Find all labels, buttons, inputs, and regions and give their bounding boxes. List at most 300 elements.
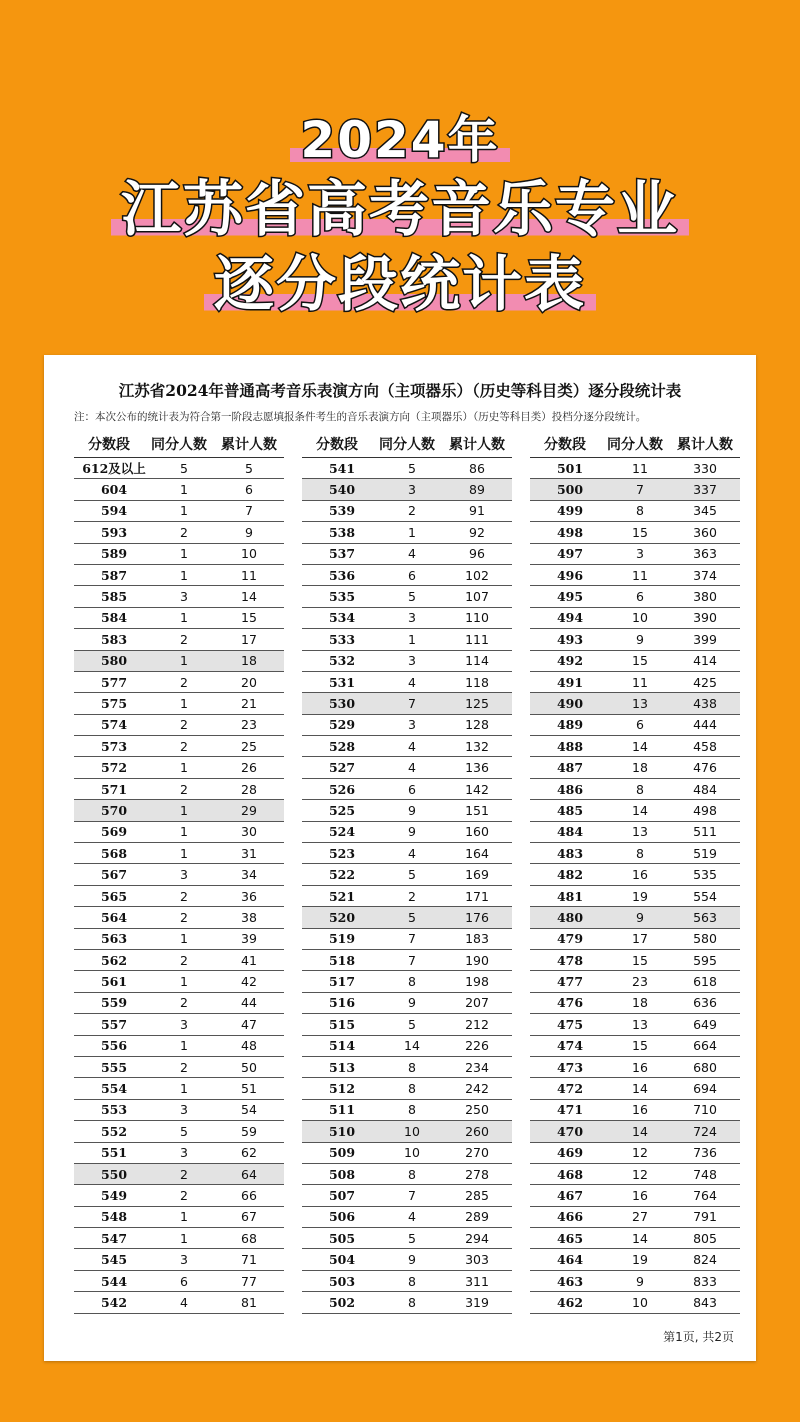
score-cell: 518	[328, 952, 356, 968]
same-count-cell: 15	[632, 524, 648, 540]
table-row	[530, 715, 740, 736]
same-count-cell: 8	[408, 1059, 416, 1075]
table-row	[530, 1100, 740, 1121]
column-header	[530, 431, 740, 458]
same-count-cell: 23	[632, 974, 648, 990]
table-row	[302, 608, 512, 629]
cumulative-cell: 226	[465, 1038, 489, 1054]
score-cell: 494	[556, 610, 584, 626]
same-count-cell: 8	[408, 1102, 416, 1118]
cover-title-line1: 2024年	[290, 112, 509, 170]
score-cell: 523	[328, 845, 356, 861]
table-row	[74, 479, 284, 500]
table-row	[530, 1185, 740, 1206]
header-cumulative: 累计人数	[677, 437, 733, 453]
score-cell: 502	[328, 1294, 356, 1310]
same-count-cell: 1	[180, 931, 188, 947]
cumulative-cell: 67	[241, 1209, 257, 1225]
score-cell: 540	[328, 482, 356, 498]
header-same-count: 同分人数	[151, 437, 207, 453]
table-row	[74, 1164, 284, 1185]
cumulative-cell: 260	[465, 1123, 489, 1139]
score-cell: 538	[328, 524, 356, 540]
table-row	[530, 544, 740, 565]
same-count-cell: 4	[408, 760, 416, 776]
same-count-cell: 11	[632, 674, 648, 690]
cumulative-cell: 360	[693, 524, 717, 540]
table-row	[302, 1185, 512, 1206]
same-count-cell: 7	[408, 931, 416, 947]
table-row	[74, 800, 284, 821]
same-count-cell: 8	[408, 1273, 416, 1289]
table-row	[74, 1228, 284, 1249]
score-cell: 567	[100, 867, 128, 883]
same-count-cell: 12	[632, 1166, 648, 1182]
score-cell: 521	[328, 888, 356, 904]
cumulative-cell: 66	[241, 1187, 257, 1203]
same-count-cell: 7	[636, 482, 644, 498]
cumulative-cell: 107	[465, 589, 489, 605]
table-row	[302, 971, 512, 992]
score-cell: 612及以上	[82, 461, 146, 477]
table-row	[530, 1271, 740, 1292]
score-cell: 531	[328, 674, 356, 690]
cumulative-cell: 34	[241, 867, 257, 883]
table-row	[74, 907, 284, 928]
score-cell: 526	[328, 781, 356, 797]
table-row	[302, 779, 512, 800]
same-count-cell: 19	[632, 888, 648, 904]
cumulative-cell: 824	[693, 1252, 717, 1268]
table-row	[530, 608, 740, 629]
score-cell: 490	[556, 695, 584, 711]
score-cell: 514	[328, 1038, 356, 1054]
cumulative-cell: 337	[693, 482, 717, 498]
score-cell: 541	[328, 460, 356, 476]
table-row	[530, 1121, 740, 1142]
cumulative-cell: 554	[693, 888, 717, 904]
score-cell: 573	[100, 738, 128, 754]
cumulative-cell: 198	[465, 974, 489, 990]
same-count-cell: 2	[180, 631, 188, 647]
same-count-cell: 5	[408, 1230, 416, 1246]
same-count-cell: 15	[632, 952, 648, 968]
table-row	[74, 993, 284, 1014]
same-count-cell: 5	[180, 1123, 188, 1139]
cumulative-cell: 171	[465, 888, 489, 904]
same-count-cell: 1	[180, 567, 188, 583]
score-cell: 559	[100, 995, 128, 1011]
cover-title	[0, 112, 800, 326]
cover-title-line3: 逐分段统计表	[204, 251, 596, 320]
cumulative-cell: 242	[465, 1081, 489, 1097]
cumulative-cell: 10	[241, 546, 257, 562]
same-count-cell: 1	[180, 1230, 188, 1246]
table-row	[530, 1249, 740, 1270]
table-row	[302, 822, 512, 843]
score-cell: 506	[328, 1209, 356, 1225]
table-row	[74, 1078, 284, 1099]
cumulative-cell: 169	[465, 867, 489, 883]
cumulative-cell: 345	[693, 503, 717, 519]
table-row	[302, 757, 512, 778]
table-row	[302, 693, 512, 714]
score-cell: 515	[328, 1016, 356, 1032]
score-cell: 482	[556, 867, 584, 883]
score-cell: 483	[556, 845, 584, 861]
score-cell: 491	[556, 674, 584, 690]
score-cell: 478	[556, 952, 584, 968]
same-count-cell: 1	[180, 503, 188, 519]
table-row	[530, 501, 740, 522]
score-cell: 519	[328, 931, 356, 947]
cumulative-cell: 68	[241, 1230, 257, 1246]
cumulative-cell: 250	[465, 1102, 489, 1118]
same-count-cell: 1	[180, 610, 188, 626]
cumulative-cell: 183	[465, 931, 489, 947]
table-row	[530, 629, 740, 650]
table-row	[302, 1014, 512, 1035]
same-count-cell: 14	[632, 1123, 648, 1139]
score-cell: 534	[328, 610, 356, 626]
table-row	[74, 1143, 284, 1164]
same-count-cell: 7	[408, 695, 416, 711]
same-count-cell: 7	[408, 952, 416, 968]
table-row	[74, 1271, 284, 1292]
score-cell: 563	[100, 931, 128, 947]
same-count-cell: 13	[632, 824, 648, 840]
same-count-cell: 2	[180, 995, 188, 1011]
same-count-cell: 14	[632, 802, 648, 818]
same-count-cell: 3	[636, 546, 644, 562]
table-row	[74, 1249, 284, 1270]
cumulative-cell: 38	[241, 909, 257, 925]
cumulative-cell: 54	[241, 1102, 257, 1118]
same-count-cell: 2	[180, 717, 188, 733]
score-cell: 485	[556, 802, 584, 818]
cumulative-cell: 680	[693, 1059, 717, 1075]
score-cell: 462	[556, 1294, 584, 1310]
same-count-cell: 9	[408, 824, 416, 840]
score-cell: 584	[100, 610, 128, 626]
table-row	[302, 565, 512, 586]
same-count-cell: 8	[408, 974, 416, 990]
same-count-cell: 1	[180, 482, 188, 498]
cumulative-cell: 190	[465, 952, 489, 968]
cumulative-cell: 151	[465, 802, 489, 818]
same-count-cell: 3	[180, 1145, 188, 1161]
cumulative-cell: 234	[465, 1059, 489, 1075]
score-cell: 476	[556, 995, 584, 1011]
score-cell: 481	[556, 888, 584, 904]
same-count-cell: 16	[632, 1059, 648, 1075]
table-row	[302, 1143, 512, 1164]
cumulative-cell: 285	[465, 1187, 489, 1203]
table-row	[530, 886, 740, 907]
score-cell: 470	[556, 1123, 584, 1139]
table-row	[74, 950, 284, 971]
same-count-cell: 7	[408, 1187, 416, 1203]
table-row	[302, 1100, 512, 1121]
table-row	[74, 651, 284, 672]
table-row	[302, 501, 512, 522]
cumulative-cell: 30	[241, 824, 257, 840]
same-count-cell: 8	[636, 503, 644, 519]
score-cell: 475	[556, 1016, 584, 1032]
score-cell: 554	[100, 1081, 128, 1097]
score-cell: 553	[100, 1102, 128, 1118]
same-count-cell: 3	[180, 1252, 188, 1268]
same-count-cell: 1	[180, 1209, 188, 1225]
score-cell: 580	[100, 653, 128, 669]
score-cell: 589	[100, 546, 128, 562]
cumulative-cell: 270	[465, 1145, 489, 1161]
score-cell: 555	[100, 1059, 128, 1075]
table-row	[530, 843, 740, 864]
score-cell: 604	[100, 482, 128, 498]
same-count-cell: 4	[408, 1209, 416, 1225]
table-row	[74, 608, 284, 629]
cumulative-cell: 118	[465, 674, 489, 690]
cumulative-cell: 390	[693, 610, 717, 626]
same-count-cell: 8	[408, 1294, 416, 1310]
table-row	[302, 736, 512, 757]
cumulative-cell: 11	[241, 567, 257, 583]
same-count-cell: 1	[180, 802, 188, 818]
score-cell: 585	[100, 589, 128, 605]
cumulative-cell: 91	[469, 503, 485, 519]
cumulative-cell: 748	[693, 1166, 717, 1182]
table-row	[302, 1271, 512, 1292]
same-count-cell: 19	[632, 1252, 648, 1268]
score-cell: 549	[100, 1187, 128, 1203]
same-count-cell: 4	[408, 845, 416, 861]
score-cell: 503	[328, 1273, 356, 1289]
same-count-cell: 3	[408, 610, 416, 626]
table-row	[530, 907, 740, 928]
cumulative-cell: 110	[465, 610, 489, 626]
table-row	[302, 1057, 512, 1078]
same-count-cell: 1	[180, 546, 188, 562]
cumulative-cell: 81	[241, 1294, 257, 1310]
table-row	[74, 458, 284, 479]
header-score: 分数段	[88, 437, 130, 453]
header-same-count: 同分人数	[607, 437, 663, 453]
cumulative-cell: 160	[465, 824, 489, 840]
score-cell: 533	[328, 631, 356, 647]
score-cell: 536	[328, 567, 356, 583]
score-cell: 545	[100, 1252, 128, 1268]
table-row	[74, 779, 284, 800]
page-footer: 第1页, 共2页	[663, 1330, 734, 1344]
cumulative-cell: 25	[241, 738, 257, 754]
cumulative-cell: 519	[693, 845, 717, 861]
score-cell: 577	[100, 674, 128, 690]
cumulative-cell: 791	[693, 1209, 717, 1225]
same-count-cell: 6	[408, 781, 416, 797]
table-row	[302, 672, 512, 693]
cumulative-cell: 278	[465, 1166, 489, 1182]
same-count-cell: 9	[408, 995, 416, 1011]
table-row	[302, 629, 512, 650]
same-count-cell: 8	[408, 1081, 416, 1097]
cumulative-cell: 102	[465, 567, 489, 583]
score-cell: 505	[328, 1230, 356, 1246]
same-count-cell: 10	[632, 1294, 648, 1310]
cumulative-cell: 207	[465, 995, 489, 1011]
score-cell: 469	[556, 1145, 584, 1161]
table-row	[530, 929, 740, 950]
table-row	[530, 1207, 740, 1228]
same-count-cell: 1	[408, 631, 416, 647]
score-cell: 477	[556, 974, 584, 990]
score-cell: 463	[556, 1273, 584, 1289]
score-cell: 574	[100, 717, 128, 733]
cumulative-cell: 833	[693, 1273, 717, 1289]
header-cumulative: 累计人数	[449, 437, 505, 453]
score-cell: 468	[556, 1166, 584, 1182]
score-cell: 529	[328, 717, 356, 733]
score-cell: 570	[100, 802, 128, 818]
score-cell: 499	[556, 503, 584, 519]
score-cell: 593	[100, 524, 128, 540]
table-row	[530, 479, 740, 500]
same-count-cell: 16	[632, 1102, 648, 1118]
table-row	[74, 672, 284, 693]
table-row	[74, 501, 284, 522]
cumulative-cell: 380	[693, 589, 717, 605]
cumulative-cell: 96	[469, 546, 485, 562]
score-cell: 473	[556, 1059, 584, 1075]
table-row	[74, 736, 284, 757]
score-cell: 544	[100, 1273, 128, 1289]
cumulative-cell: 6	[245, 482, 253, 498]
header-score: 分数段	[544, 437, 586, 453]
same-count-cell: 1	[180, 1038, 188, 1054]
score-cell: 552	[100, 1123, 128, 1139]
cumulative-cell: 498	[693, 802, 717, 818]
score-sheet	[44, 355, 756, 1361]
table-row	[530, 1014, 740, 1035]
cumulative-cell: 14	[241, 589, 257, 605]
same-count-cell: 6	[408, 567, 416, 583]
score-cell: 522	[328, 867, 356, 883]
cumulative-cell: 125	[465, 695, 489, 711]
same-count-cell: 13	[632, 695, 648, 711]
same-count-cell: 5	[180, 460, 188, 476]
same-count-cell: 15	[632, 1038, 648, 1054]
score-cell: 467	[556, 1187, 584, 1203]
cumulative-cell: 42	[241, 974, 257, 990]
score-cell: 524	[328, 824, 356, 840]
cumulative-cell: 764	[693, 1187, 717, 1203]
table-row	[302, 993, 512, 1014]
table-row	[74, 843, 284, 864]
cumulative-cell: 289	[465, 1209, 489, 1225]
score-cell: 500	[556, 482, 584, 498]
table-row	[74, 864, 284, 885]
same-count-cell: 4	[408, 674, 416, 690]
table-row	[302, 715, 512, 736]
cumulative-cell: 71	[241, 1252, 257, 1268]
same-count-cell: 3	[180, 1102, 188, 1118]
score-cell: 516	[328, 995, 356, 1011]
table-row	[302, 544, 512, 565]
score-cell: 464	[556, 1252, 584, 1268]
same-count-cell: 1	[180, 974, 188, 990]
score-cell: 564	[100, 909, 128, 925]
score-cell: 513	[328, 1059, 356, 1075]
cumulative-cell: 805	[693, 1230, 717, 1246]
table-row	[74, 586, 284, 607]
cumulative-cell: 64	[241, 1166, 257, 1182]
cumulative-cell: 311	[465, 1273, 489, 1289]
score-cell: 517	[328, 974, 356, 990]
cumulative-cell: 618	[693, 974, 717, 990]
cumulative-cell: 23	[241, 717, 257, 733]
table-row	[74, 565, 284, 586]
table-row	[302, 479, 512, 500]
cumulative-cell: 89	[469, 482, 485, 498]
score-cell: 480	[556, 909, 584, 925]
cumulative-cell: 51	[241, 1081, 257, 1097]
sheet-note: 注：本次公布的统计表为符合第一阶段志愿填报条件考生的音乐表演方向（主项器乐）（历史等科目类）投档分逐分段统计。	[74, 411, 647, 423]
same-count-cell: 18	[632, 995, 648, 1011]
cumulative-cell: 294	[465, 1230, 489, 1246]
cumulative-cell: 15	[241, 610, 257, 626]
same-count-cell: 9	[636, 631, 644, 647]
score-cell: 520	[328, 909, 356, 925]
table-row	[74, 1100, 284, 1121]
cumulative-cell: 444	[693, 717, 717, 733]
score-cell: 501	[556, 460, 584, 476]
table-row	[302, 651, 512, 672]
table-row	[530, 757, 740, 778]
score-cell: 535	[328, 589, 356, 605]
table-row	[530, 1143, 740, 1164]
score-cell: 486	[556, 781, 584, 797]
cumulative-cell: 580	[693, 931, 717, 947]
table-row	[530, 1228, 740, 1249]
table-row	[302, 458, 512, 479]
table-row	[530, 779, 740, 800]
table-row	[530, 693, 740, 714]
table-row	[530, 1292, 740, 1313]
table-row	[530, 736, 740, 757]
table-row	[74, 1014, 284, 1035]
cumulative-cell: 511	[693, 824, 717, 840]
table-row	[302, 1036, 512, 1057]
cumulative-cell: 92	[469, 524, 485, 540]
score-cell: 496	[556, 567, 584, 583]
same-count-cell: 3	[180, 867, 188, 883]
table-row	[530, 864, 740, 885]
score-column-2	[302, 431, 512, 1314]
same-count-cell: 6	[180, 1273, 188, 1289]
score-cell: 508	[328, 1166, 356, 1182]
column-header	[302, 431, 512, 458]
same-count-cell: 9	[408, 1252, 416, 1268]
table-row	[74, 629, 284, 650]
cumulative-cell: 736	[693, 1145, 717, 1161]
same-count-cell: 8	[636, 781, 644, 797]
table-row	[530, 586, 740, 607]
same-count-cell: 14	[404, 1038, 420, 1054]
table-row	[302, 586, 512, 607]
table-row	[530, 800, 740, 821]
same-count-cell: 5	[408, 867, 416, 883]
cumulative-cell: 694	[693, 1081, 717, 1097]
